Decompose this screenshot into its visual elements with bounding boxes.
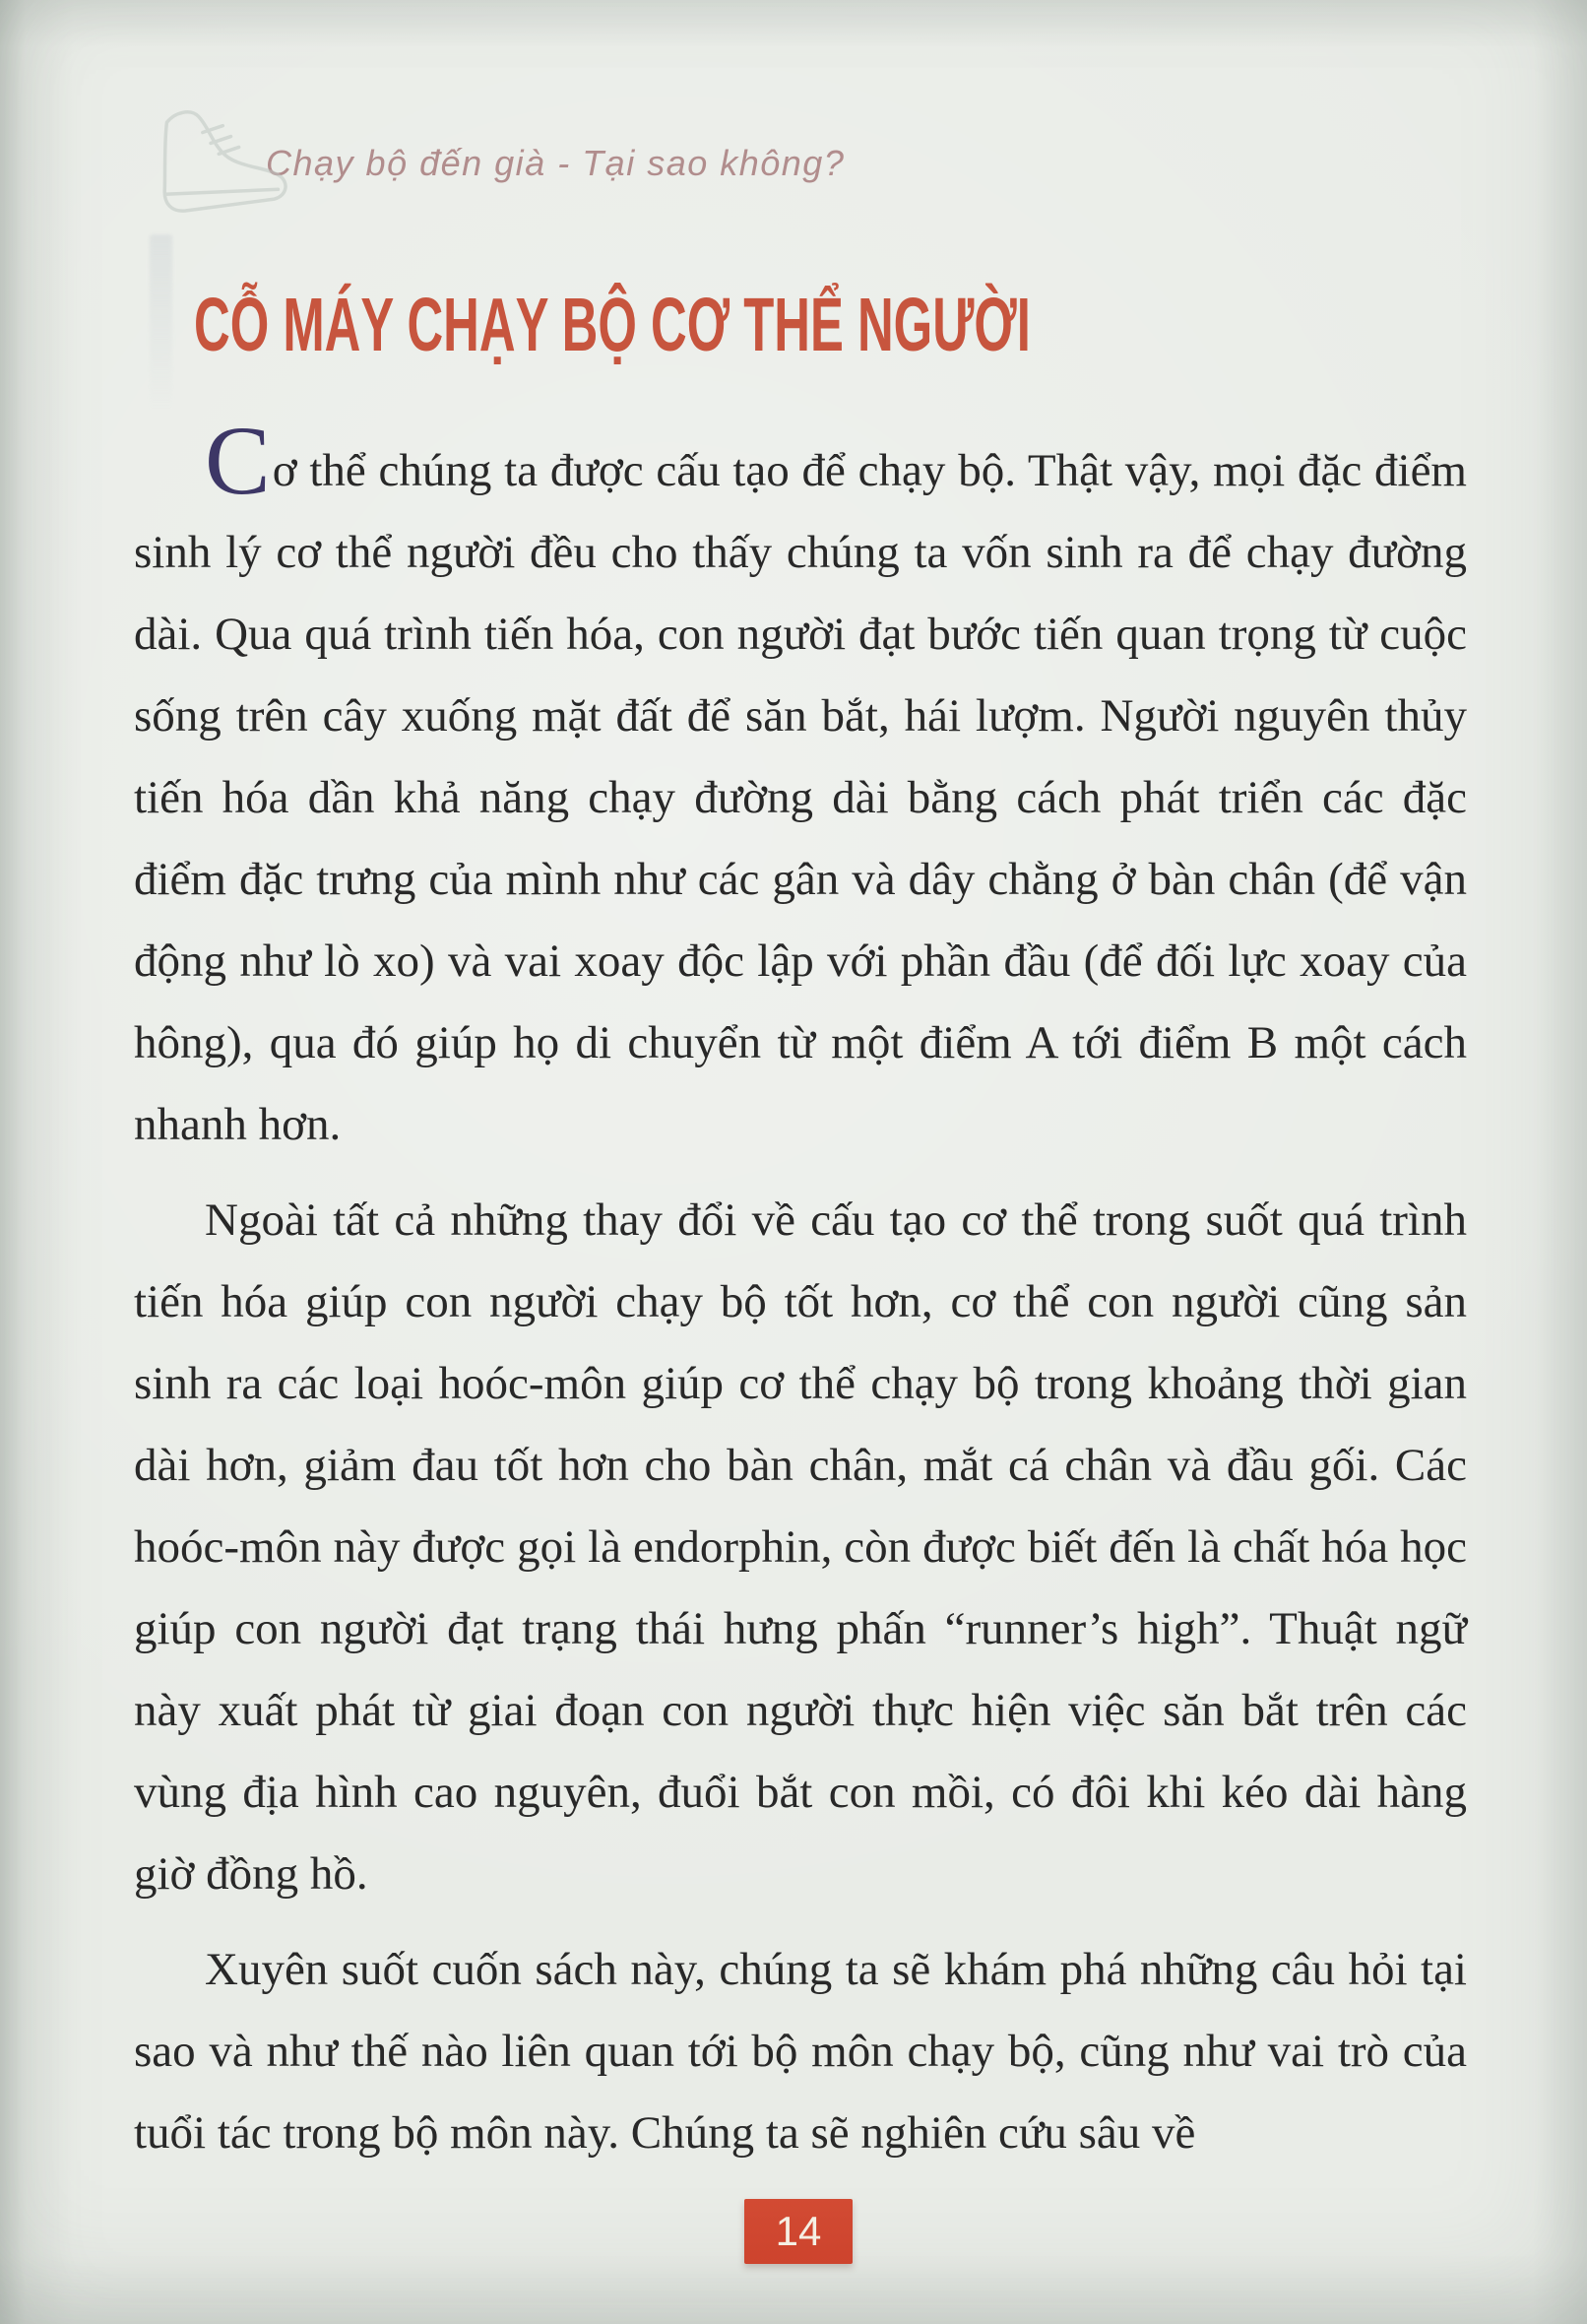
body-text [134, 406, 1467, 2188]
paragraph-text: Ngoài tất cả những thay đổi về cấu tạo cơ thể trong suốt quá trình tiến hóa giúp con người chạy bộ tốt hơn, cơ thể con người cũng sản sinh ra các loại hoóc-môn giúp cơ thể chạy bộ trong khoảng thời gian dài hơn, giảm đau tốt hơn cho bàn chân, mắt cá chân và đầu gối. Các hoóc-môn này được gọi là endorphin, còn được biết đến là chất hóa học giúp con người đạt trạng thái hưng phấn “runner’s high”. Thuật ngữ này xuất phát từ giai đoạn con người thực hiện việc săn bắt trên các vùng địa hình cao nguyên, đuổi bắt con mồi, có đôi khi kéo dài hàng giờ đồng hồ. [134, 1194, 1467, 1900]
running-shoe-icon [140, 87, 302, 231]
page-number-badge: 14 [744, 2199, 853, 2264]
paragraph [134, 1180, 1467, 1915]
paragraph [134, 1929, 1467, 2174]
paragraph [134, 406, 1467, 1166]
running-header-text: Chạy bộ đến già - Tại sao không? [266, 143, 846, 183]
chapter-title: CỖ MÁY CHẠY BỘ CƠ THỂ NGƯỜI [194, 283, 1031, 367]
running-header [146, 95, 845, 225]
drop-cap: C [205, 406, 273, 515]
title-accent-bar [150, 234, 172, 412]
paragraph-text: Xuyên suốt cuốn sách này, chúng ta sẽ khám phá những câu hỏi tại sao và như thế nào liên quan tới bộ môn chạy bộ, cũng như vai trò của tuổi tác trong bộ môn này. Chúng ta sẽ nghiên cứu sâu về [134, 1944, 1467, 2159]
paragraph-text: ơ thể chúng ta được cấu tạo để chạy bộ. Thật vậy, mọi đặc điểm sinh lý cơ thể người đều cho thấy chúng ta vốn sinh ra để chạy đường dài. Qua quá trình tiến hóa, con người đạt bước tiến quan trọng từ cuộc sống trên cây xuống mặt đất để săn bắt, hái lượm. Người nguyên thủy tiến hóa dần khả năng chạy đường dài bằng cách phát triển các đặc điểm đặc trưng của mình như các gân và dây chằng ở bàn chân (để vận động như lò xo) và vai xoay độc lập với phần đầu (để đối lực xoay của hông), qua đó giúp họ di chuyển từ một điểm A tới điểm B một cách nhanh hơn. [134, 445, 1467, 1150]
